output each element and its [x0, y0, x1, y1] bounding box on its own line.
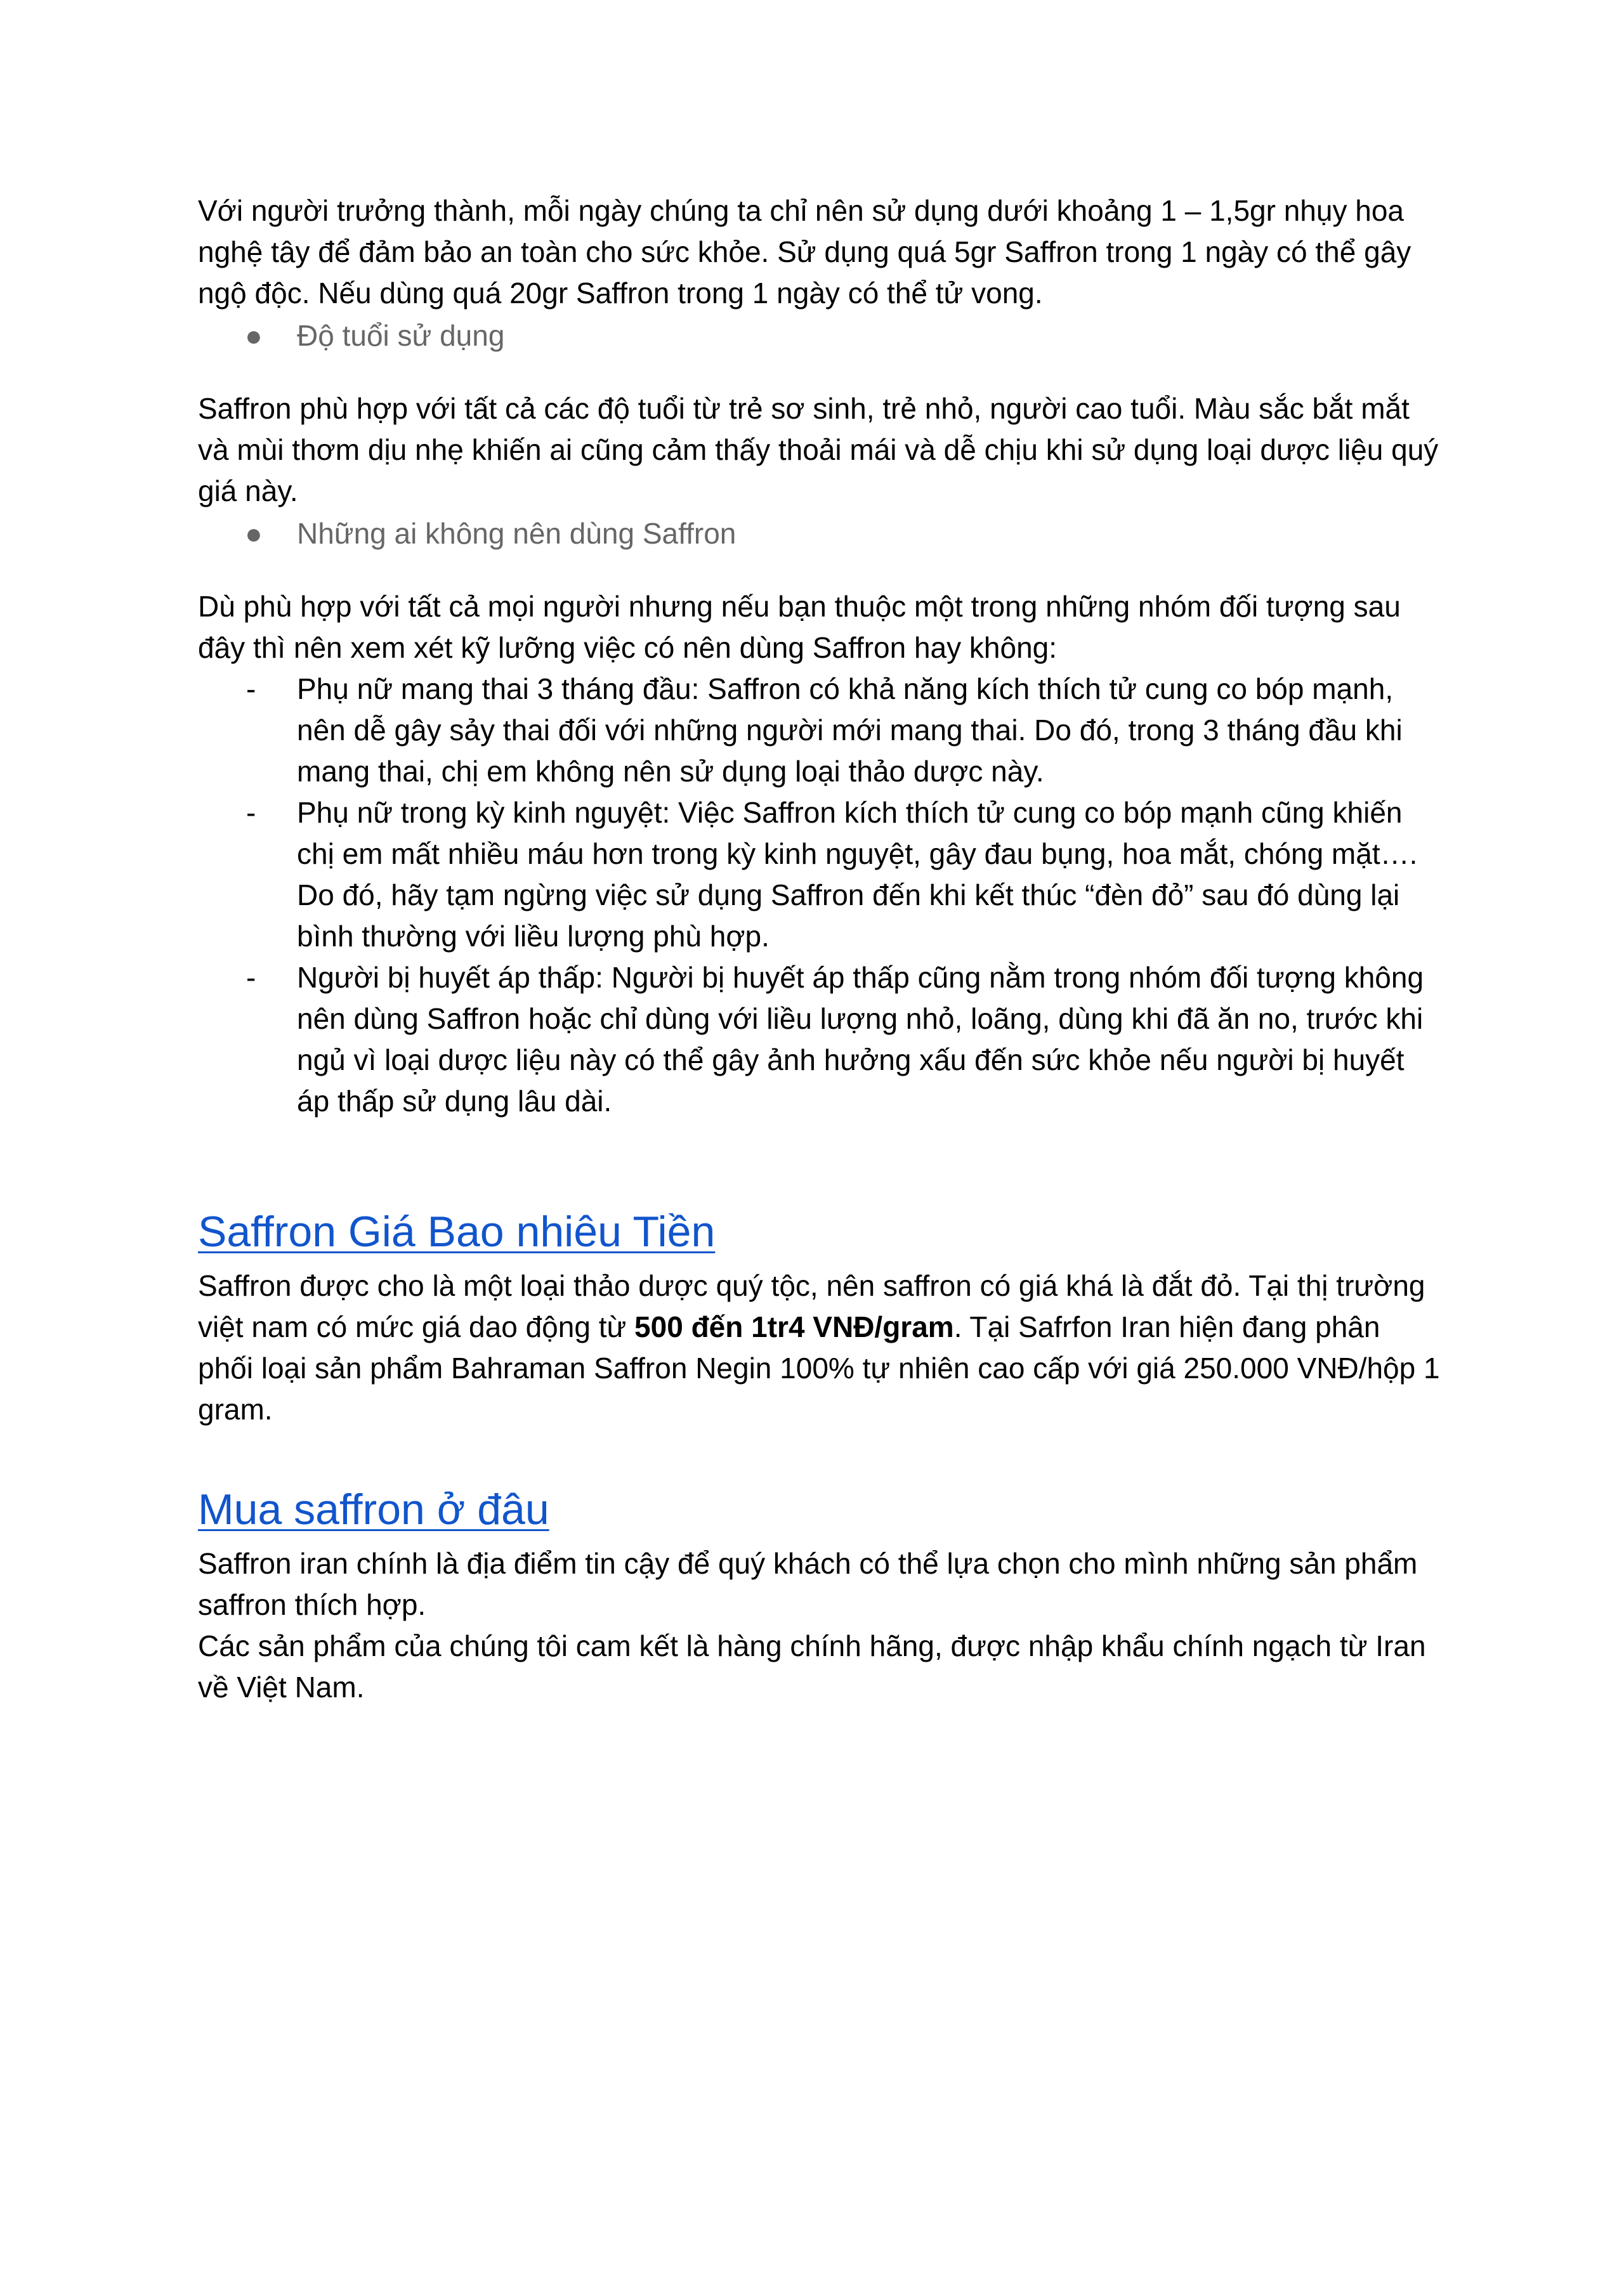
list-item [198, 792, 1441, 957]
bullet-who-should-not-label: Những ai không nên dùng Saffron [297, 517, 737, 550]
heading-price[interactable]: Saffron Giá Bao nhiêu Tiền [198, 1208, 716, 1256]
list-item [198, 669, 1441, 792]
list-item-text: Người bị huyết áp thấp: Người bị huyết áp thấp cũng nằm trong nhóm đối tượng không nên dùng Saffron hoặc chỉ dùng với liều lượng nhỏ, loãng, dùng khi đã ăn no, trước khi ngủ vì loại dược liệu này có thể gây ảnh hưởng xấu đến sức khỏe nếu người bị huyết áp thấp sử dụng lâu dài. [297, 961, 1424, 1118]
heading-where-to-buy[interactable]: Mua saffron ở đâu [198, 1485, 549, 1534]
paragraph-price [198, 1265, 1441, 1430]
list-item [198, 957, 1441, 1122]
price-text-end: . Tại Safrfon Iran hiện đang phân phối loại sản phẩm Bahraman Saffron Negin 100% tự nhiên cao cấp với giá 250.000 VNĐ/hộp 1 gram. [198, 1310, 1440, 1426]
list-item-text: Phụ nữ trong kỳ kinh nguyệt: Việc Saffron kích thích tử cung co bóp mạnh cũng khiến chị em mất nhiều máu hơn trong kỳ kinh nguyệt, gây đau bụng, hoa mắt, chóng mặt…. Do đó, hãy tạm ngừng việc sử dụng Saffron đến khi kết thúc “đèn đỏ” sau đó dùng lại bình thường với liều lượng phù hợp. [297, 796, 1418, 953]
list-item-text: Phụ nữ mang thai 3 tháng đầu: Saffron có khả năng kích thích tử cung co bóp mạnh, nên dễ gây sảy thai đối với những người mới mang thai. Do đó, trong 3 tháng đầu khi mang thai, chị em không nên sử dụng loại thảo dược này. [297, 672, 1403, 788]
paragraph-groups-intro: Dù phù hợp với tất cả mọi người nhưng nếu bạn thuộc một trong những nhóm đối tượng sau đây thì nên xem xét kỹ lưỡng việc có nên dùng Saffron hay không: [198, 590, 1401, 664]
paragraph-dosage: Với người trưởng thành, mỗi ngày chúng ta chỉ nên sử dụng dưới khoảng 1 – 1,5gr nhụy hoa nghệ tây để đảm bảo an toàn cho sức khỏe. Sử dụng quá 5gr Saffron trong 1 ngày có thể gây ngộ độc. Nếu dùng quá 20gr Saffron trong 1 ngày có thể tử vong. [198, 194, 1411, 310]
bullet-age-range [198, 315, 1441, 356]
price-text-start: Saffron được cho là một loại thảo dược quý tộc, nên saffron có giá khá là đắt đỏ. Tại thị trường việt nam có mức giá dao động từ [198, 1269, 1425, 1343]
bullet-dot-icon: ● [245, 319, 263, 352]
price-range-bold: 500 đến 1tr4 VNĐ/gram [634, 1310, 954, 1343]
document-page [198, 190, 1441, 1708]
dash-marker: - [246, 796, 256, 829]
bullet-dot-icon: ● [245, 517, 263, 550]
dash-marker: - [246, 961, 256, 994]
paragraph-where-to-buy: Saffron iran chính là địa điểm tin cậy để quý khách có thể lựa chọn cho mình những sản phẩm saffron thích hợp. [198, 1547, 1418, 1621]
paragraph-age-suitability: Saffron phù hợp với tất cả các độ tuổi từ trẻ sơ sinh, trẻ nhỏ, người cao tuổi. Màu sắc bắt mắt và mùi thơm dịu nhẹ khiến ai cũng cảm thấy thoải mái và dễ chịu khi sử dụng loại dược liệu quý giá này. [198, 392, 1439, 507]
dash-list-groups [198, 669, 1441, 1122]
dash-marker: - [246, 672, 256, 705]
bullet-age-range-label: Độ tuổi sử dụng [297, 319, 505, 352]
bullet-who-should-not [198, 513, 1441, 554]
paragraph-commitment: Các sản phẩm của chúng tôi cam kết là hàng chính hãng, được nhập khẩu chính ngạch từ Iran về Việt Nam. [198, 1629, 1426, 1704]
